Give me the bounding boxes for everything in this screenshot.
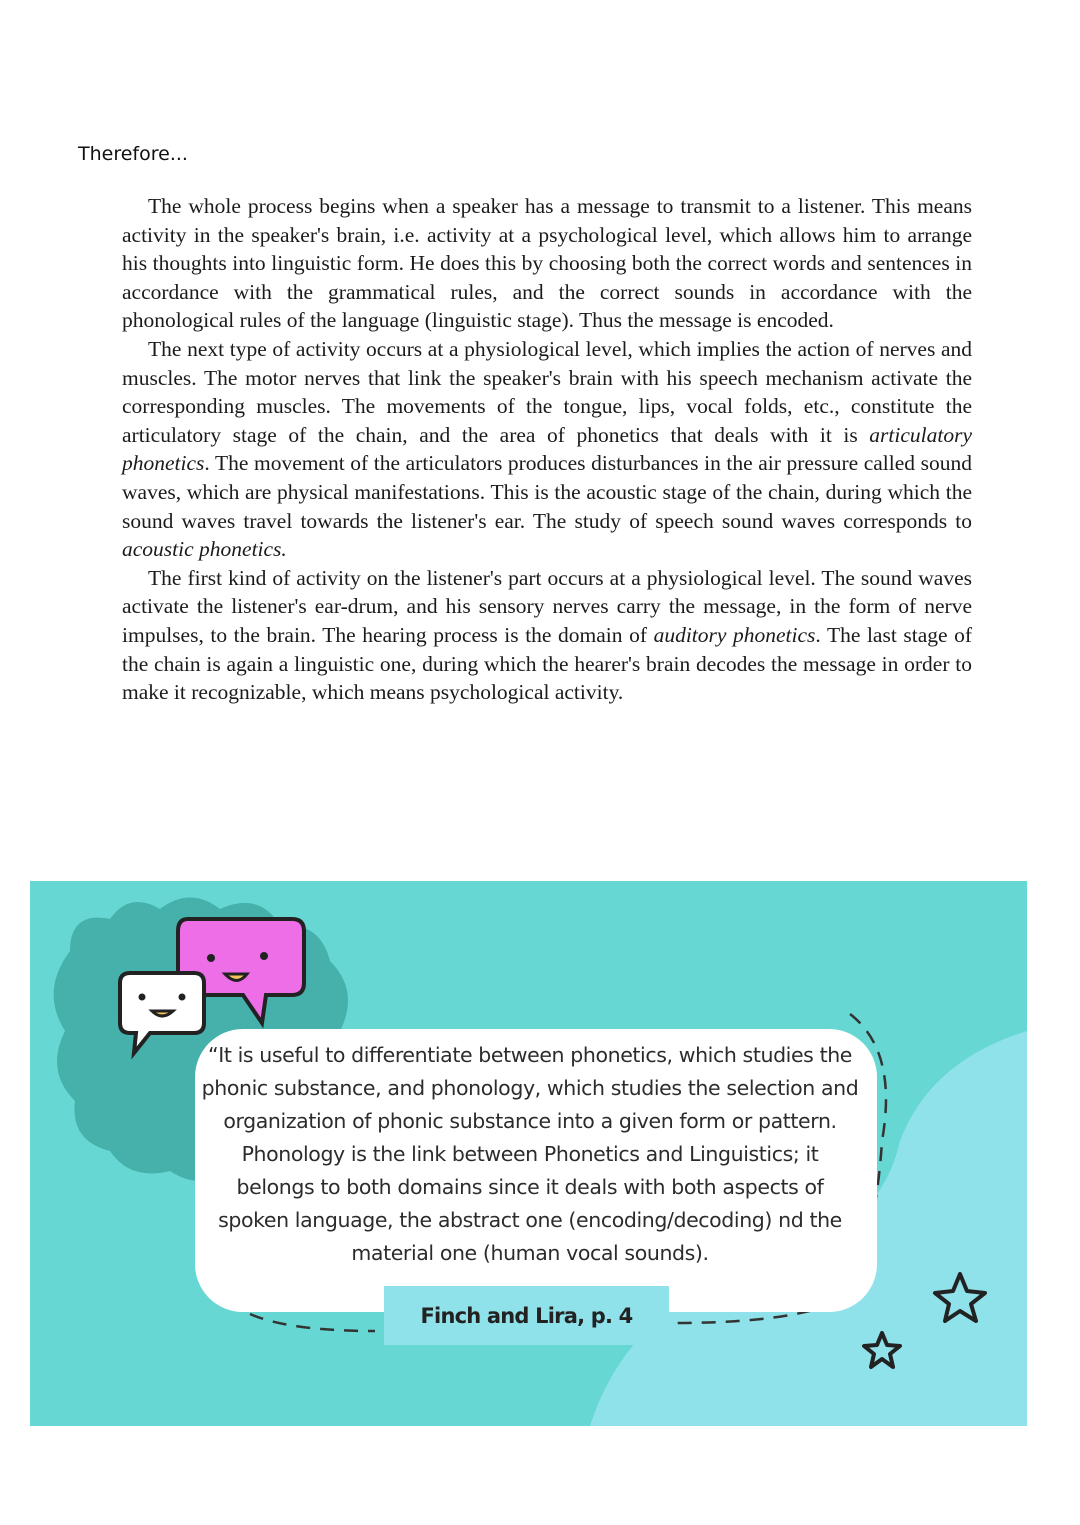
section-heading: Therefore... xyxy=(78,143,188,165)
quote-text: “It is useful to differentiate between phonetics, which studies the phonic substance, and phonology, which studies the selection and organization of phonic substance into a given form or pattern. Phonology is the link between Phonetics and Linguistics; it belongs to both domains since it deals with both aspects of spoken language, the abstract one (encoding/decoding) nd the material one (human vocal sounds). xyxy=(201,1043,859,1265)
text-run: The first kind of activity on the listener's part occurs at a physiological level. The sound waves activate the listener's ear-drum, and his sensory nerves carry the message, in the form of nerve impulses, to the brain. The hearing process is the domain of xyxy=(122,565,972,647)
scanned-text-excerpt xyxy=(122,192,972,707)
text-run: The next type of activity occurs at a physiological level, which implies the action of nerves and muscles. The motor nerves that link the speaker's brain with his speech mechanism activate the corresponding muscles. The movements of the tongue, lips, vocal folds, etc., constitute the articulatory stage of the chain, and the area of phonetics that deals with it is xyxy=(122,336,972,447)
quote-panel xyxy=(30,881,1027,1426)
paragraph-encoding: The whole process begins when a speaker has a message to transmit to a listener. This means activity in the speaker's brain, i.e. activity at a psychological level, which allows him to arrange his thoughts into linguistic form. He does this by choosing both the correct words and sentences in accordance with the grammatical rules, and the correct sounds in accordance with the phonological rules of the language (linguistic stage). Thus the message is encoded. xyxy=(122,194,972,333)
paragraph-articulatory xyxy=(122,335,972,564)
citation-label: Finch and Lira, p. 4 xyxy=(384,1286,669,1345)
term-acoustic-phonetics: acoustic phonetics. xyxy=(122,537,287,562)
text-run: . The movement of the articulators produces disturbances in the air pressure called sound waves, which are physical manifestations. This is the acoustic stage of the chain, during which the sound waves travel towards the listener's ear. The study of speech sound waves corresponds to xyxy=(122,451,972,533)
paragraph-auditory xyxy=(122,564,972,707)
term-auditory-phonetics: auditory phonetics xyxy=(653,622,816,647)
text-run: . The last stage of the chain is again a linguistic one, during which the hearer's brain decodes the message in order to make it recognizable, which means psychological activity. xyxy=(122,622,973,705)
term-articulatory-phonetics: articulatory phonetics xyxy=(122,422,972,476)
